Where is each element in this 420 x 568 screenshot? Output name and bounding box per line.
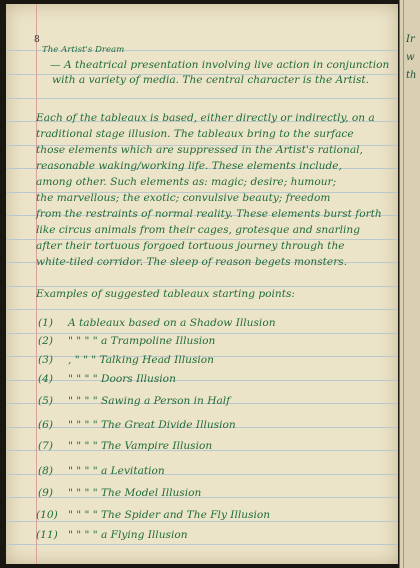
list-item-number: (3) bbox=[38, 354, 54, 366]
intro-line-1: — A theatrical presentation involving live action in conjunction bbox=[50, 59, 390, 71]
edge-mark: th bbox=[406, 70, 417, 81]
list-item-number: (7) bbox=[38, 440, 54, 452]
list-item-number: (1) bbox=[38, 317, 54, 329]
edge-mark: Ir bbox=[406, 34, 415, 45]
body-line-5: among other. Such elements as: magic; desire; humour; bbox=[36, 176, 337, 188]
body-line-4: reasonable waking/working life. These elements include, bbox=[36, 160, 342, 172]
body-line-1: Each of the tableaux is based, either directly or indirectly, on a bbox=[36, 112, 375, 124]
list-item-number: (2) bbox=[38, 335, 54, 347]
list-item-number: (10) bbox=[36, 509, 58, 521]
divider bbox=[403, 0, 404, 568]
list-item-text: " " " " The Vampire Illusion bbox=[68, 440, 213, 452]
body-line-9: after their tortuous forgoed tortuous journey through the bbox=[36, 240, 345, 252]
edge-mark: w bbox=[406, 52, 415, 63]
list-item-number: (11) bbox=[36, 529, 58, 541]
list-item-number: (9) bbox=[38, 487, 54, 499]
intro-line-2: with a variety of media. The central character is the Artist. bbox=[52, 74, 370, 86]
list-item-text: A tableaux based on a Shadow Illusion bbox=[68, 317, 276, 329]
page-title: The Artist's Dream bbox=[42, 45, 125, 55]
body-line-2: traditional stage illusion. The tableaux bring to the surface bbox=[36, 128, 354, 140]
list-item-number: (5) bbox=[38, 395, 54, 407]
notebook-page bbox=[6, 4, 398, 564]
list-item-number: (6) bbox=[38, 419, 54, 431]
body-line-8: like circus animals from their cages, grotesque and snarling bbox=[36, 224, 361, 236]
list-item-text: " " " " The Model Illusion bbox=[68, 487, 202, 499]
body-line-3: those elements which are suppressed in the Artist's rational, bbox=[36, 144, 363, 156]
list-item-number: (4) bbox=[38, 373, 54, 385]
body-line-7: from the restraints of normal reality. These elements burst forth bbox=[36, 208, 382, 220]
list-item-text: " " " " a Flying Illusion bbox=[68, 529, 188, 541]
list-item-text: " " " " a Levitation bbox=[68, 465, 165, 477]
list-item-number: (8) bbox=[38, 465, 54, 477]
list-item-text: , " " " Talking Head Illusion bbox=[68, 354, 214, 366]
list-item-text: " " " " Sawing a Person in Half bbox=[68, 395, 231, 407]
page-number: 8 bbox=[34, 35, 40, 45]
body-line-10: white-tiled corridor. The sleep of reason begets monsters. bbox=[36, 256, 348, 268]
list-item-text: " " " " The Spider and The Fly Illusion bbox=[68, 509, 271, 521]
list-intro: Examples of suggested tableaux starting points: bbox=[36, 288, 295, 300]
list-item-text: " " " " The Great Divide Illusion bbox=[68, 419, 236, 431]
list-item-text: " " " " Doors Illusion bbox=[68, 373, 176, 385]
list-item-text: " " " " a Trampoline Illusion bbox=[68, 335, 216, 347]
body-line-6: the marvellous; the exotic; convulsive beauty; freedom bbox=[36, 192, 331, 204]
